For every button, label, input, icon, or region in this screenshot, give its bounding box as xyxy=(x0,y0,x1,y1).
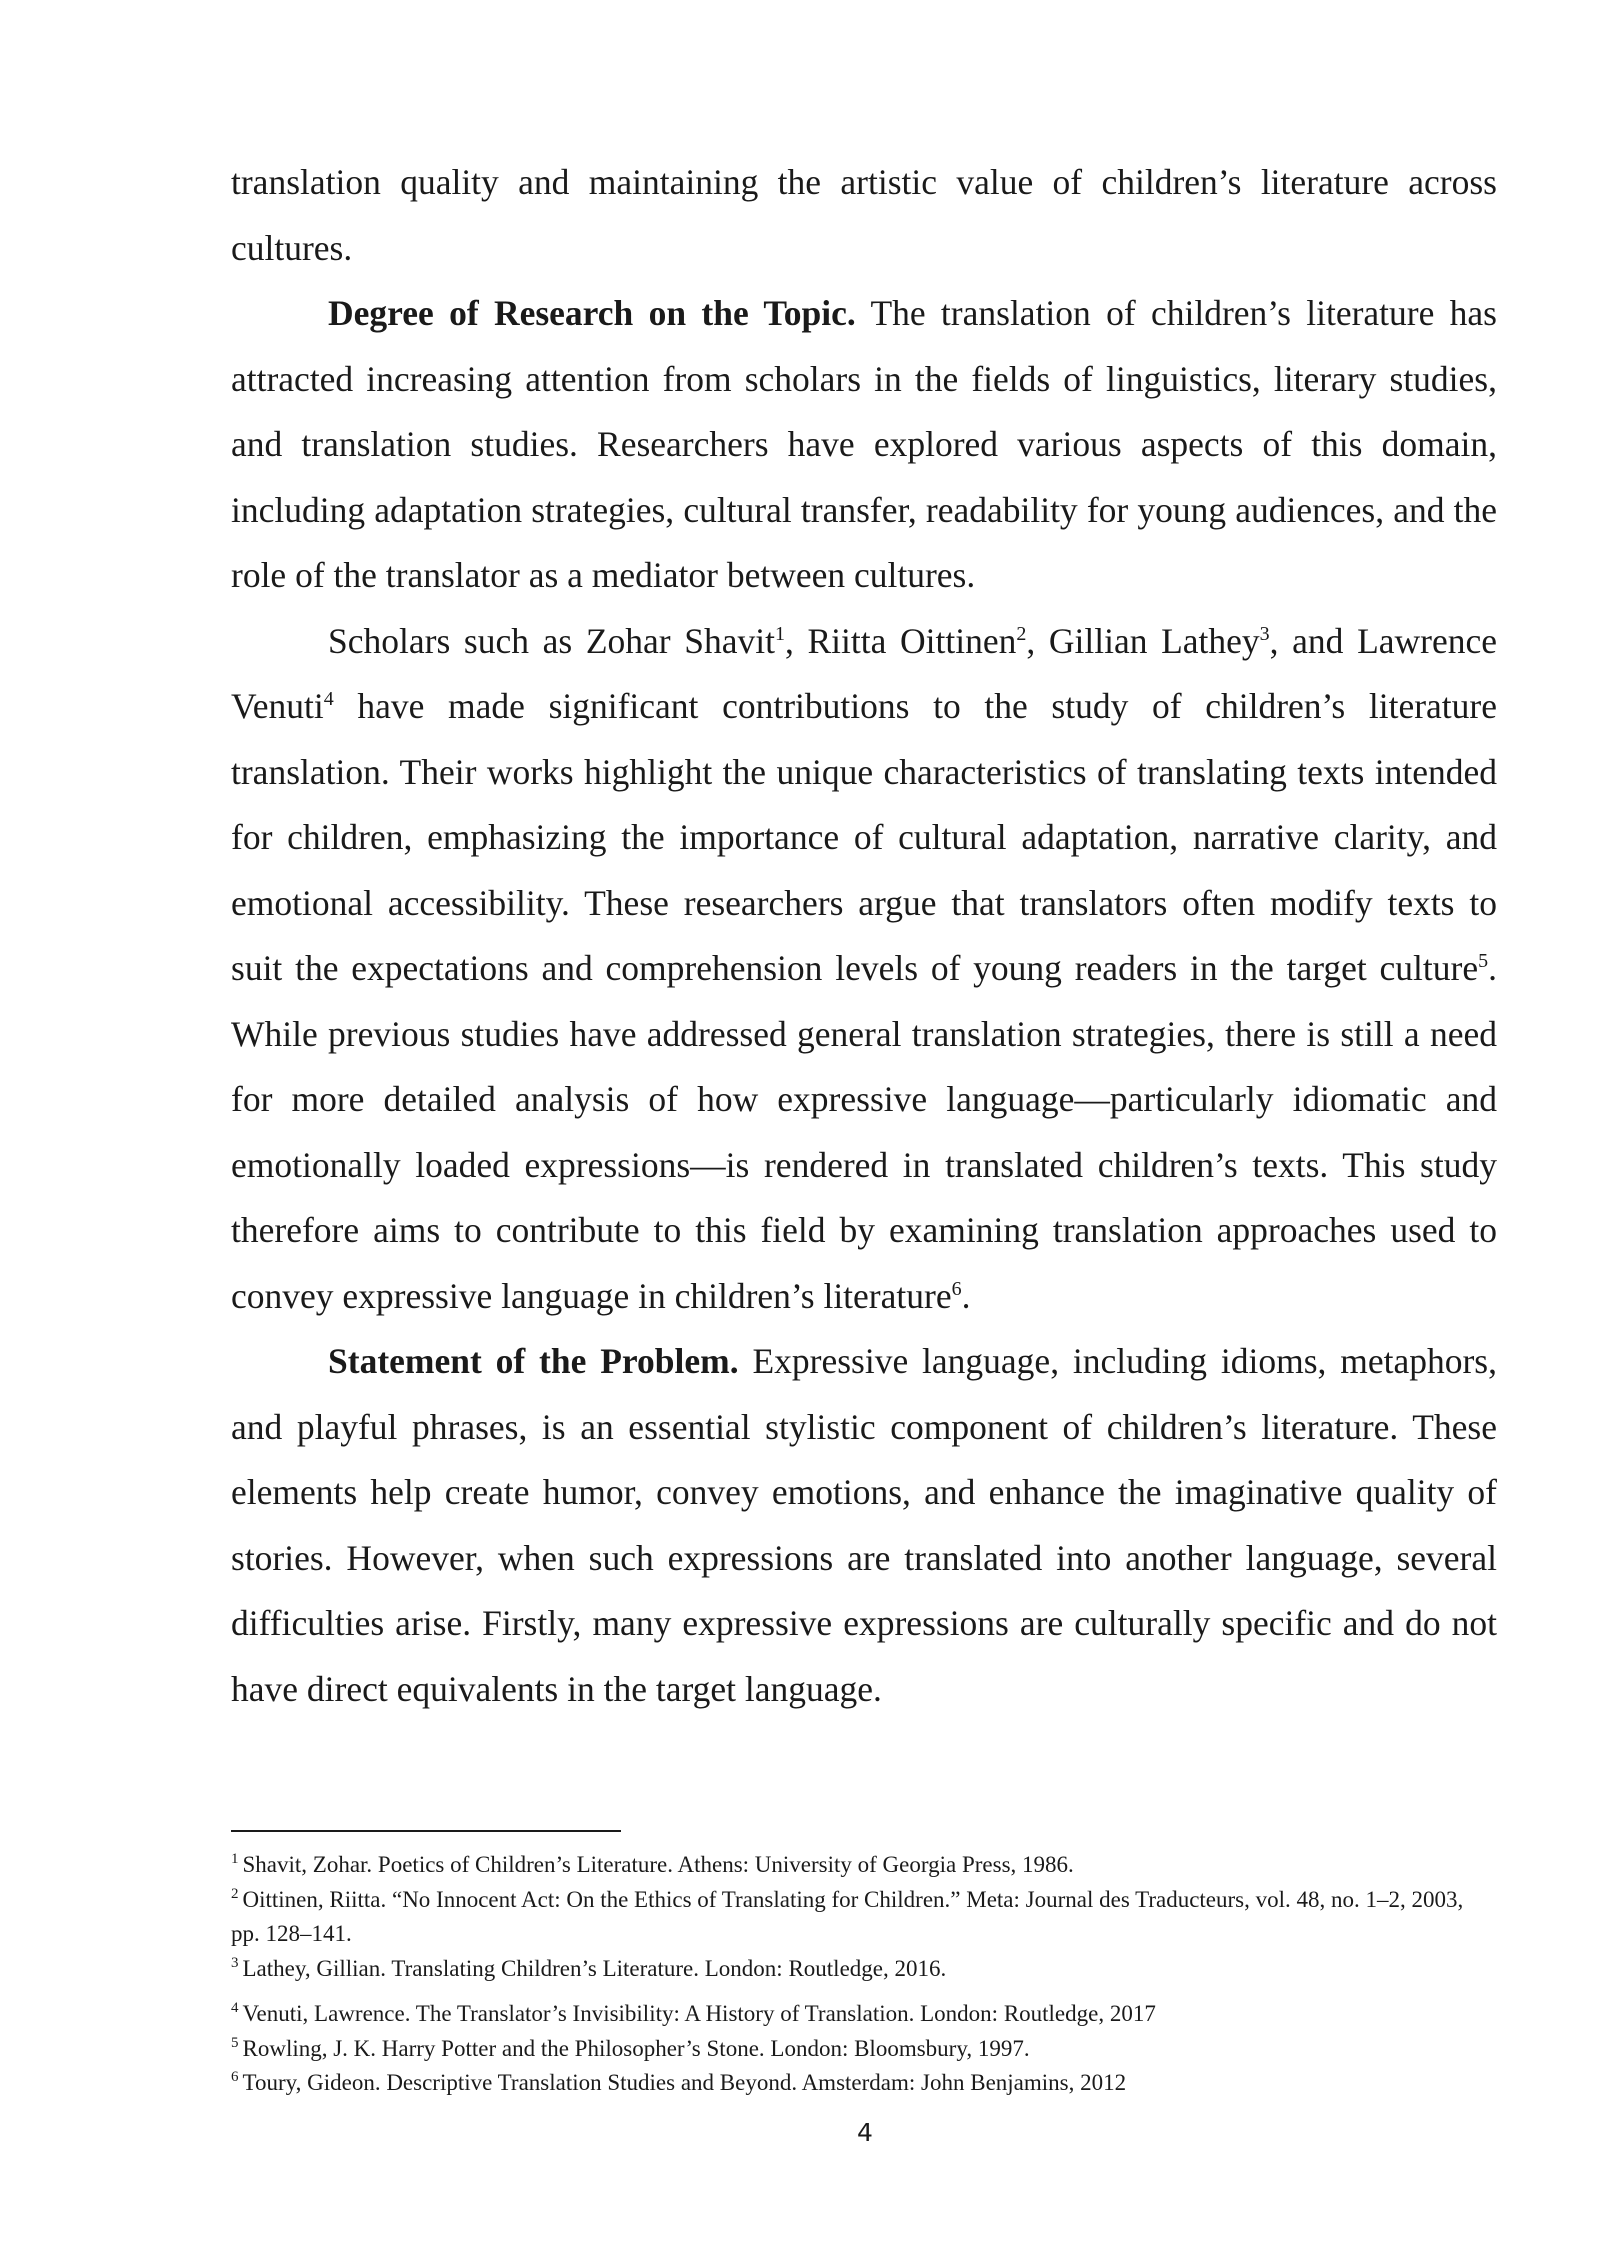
footnote-number: 5 xyxy=(231,2034,239,2051)
footnote-number: 2 xyxy=(231,1885,239,1902)
section-heading-degree-of-research: Degree of Research on the Topic. xyxy=(328,293,856,333)
text-run: . xyxy=(961,1275,971,1316)
footnote-number: 3 xyxy=(231,1954,239,1971)
text-run: , Gillian Lathey xyxy=(1026,620,1260,661)
body-text xyxy=(231,150,1497,1722)
footnote-6 xyxy=(231,2066,1497,2101)
footnote-4 xyxy=(231,1997,1497,2032)
footnote-3 xyxy=(231,1952,1497,1987)
footnote-text: Oittinen, Riitta. “No Innocent Act: On the Ethics of Translating for Children.” Meta: Journal des Traducteurs, vol. 48, no. 1–2, 2003, pp. 128–141. xyxy=(231,1886,1464,1946)
footnote-text: Venuti, Lawrence. The Translator’s Invisibility: A History of Translation. London: Routledge, 2017 xyxy=(242,2001,1156,2026)
footnote-ref[interactable]: 4 xyxy=(323,688,334,711)
footnote-number: 1 xyxy=(231,1851,239,1868)
footnotes xyxy=(231,1848,1497,2101)
paragraph-scholars xyxy=(231,609,1497,1330)
page-number: 4 xyxy=(857,2118,873,2147)
footnote-5 xyxy=(231,2032,1497,2067)
footnote-separator xyxy=(231,1830,621,1832)
footnote-ref[interactable]: 1 xyxy=(774,622,785,645)
section-heading-statement-of-problem: Statement of the Problem. xyxy=(328,1341,739,1381)
footnote-text: Lathey, Gillian. Translating Children’s Literature. London: Routledge, 2016. xyxy=(242,1955,947,1981)
footnote-number: 4 xyxy=(231,2000,239,2017)
text-run: , and Lawrence Venuti xyxy=(231,620,1497,726)
text-run: , Riitta Oittinen xyxy=(784,620,1017,661)
footnote-text: Shavit, Zohar. Poetics of Children’s Literature. Athens: University of Georgia Press, 1986. xyxy=(242,1852,1074,1877)
footnote-text: Rowling, J. K. Harry Potter and the Philosopher’s Stone. London: Bloomsbury, 1997. xyxy=(242,2035,1030,2061)
paragraph-text: Expressive language, including idioms, metaphors, and playful phrases, is an essential stylistic component of children’s literature. These elements help create humor, convey emotions, and enhance the imaginative quality of stories. However, when such expressions are translated into another language, several difficulties arise. Firstly, many expressive expressions are culturally specific and do not have direct equivalents in the target language. xyxy=(231,1341,1497,1709)
footnote-2 xyxy=(231,1883,1497,1952)
footnote-ref[interactable]: 5 xyxy=(1478,950,1489,973)
footnote-ref[interactable]: 3 xyxy=(1259,622,1270,645)
footnote-ref[interactable]: 2 xyxy=(1016,622,1027,645)
paragraph-statement-of-problem xyxy=(231,1329,1497,1722)
text-run: have made significant contributions to the study of children’s literature translation. Their works highlight the unique characteristics of translating texts intended for children, emphasizing the importance of cultural adaptation, narrative clarity, and emotional accessibility. These researchers argue that translators often modify texts to suit the expectations and comprehension levels of young readers in the target culture xyxy=(231,686,1497,988)
footnote-1 xyxy=(231,1848,1497,1883)
footnote-ref[interactable]: 6 xyxy=(951,1277,962,1300)
footnote-text: Toury, Gideon. Descriptive Translation Studies and Beyond. Amsterdam: John Benjamins, 2012 xyxy=(242,2070,1127,2095)
paragraph-degree-of-research xyxy=(231,281,1497,609)
text-run: . While previous studies have addressed general translation strategies, there is still a need for more detailed analysis of how expressive language—particularly idiomatic and emotionally loaded expressions—is rendered in translated children’s texts. This study therefore aims to contribute to this field by examining translation approaches used to convey expressive language in children’s literature xyxy=(231,948,1497,1316)
footnote-number: 6 xyxy=(231,2069,239,2086)
paragraph-text: The translation of children’s literature has attracted increasing attention from scholars in the fields of linguistics, literary studies, and translation studies. Researchers have explored various aspects of this domain, including adaptation strategies, cultural transfer, readability for young audiences, and the role of the translator as a mediator between cultures. xyxy=(231,293,1497,595)
paragraph-continuation: translation quality and maintaining the artistic value of children’s literature across cultures. xyxy=(231,162,1497,268)
text-run: Scholars such as Zohar Shavit xyxy=(328,620,775,661)
